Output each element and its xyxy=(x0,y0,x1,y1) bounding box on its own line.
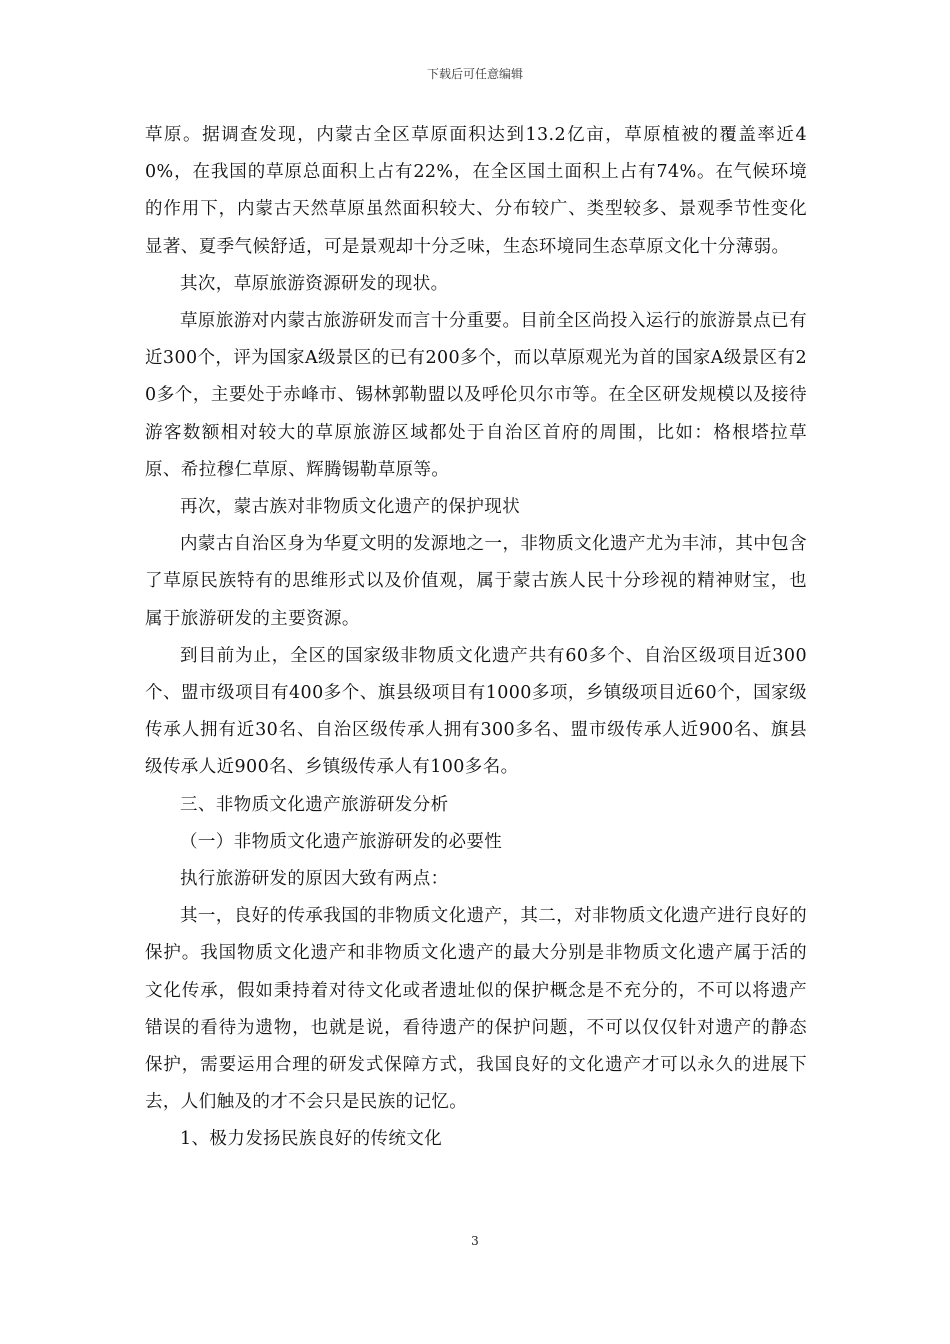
document-body xyxy=(145,117,807,1159)
paragraph-third-heading: 再次，蒙古族对非物质文化遗产的保护现状 xyxy=(180,497,521,518)
page-number: 3 xyxy=(471,1234,479,1248)
paragraph-heritage-statistics: 到目前为止，全区的国家级非物质文化遗产共有60多个、自治区级项目近300个、盟市级项目有400多个、旗县级项目有1000多项，乡镇级项目近60个，国家级传承人拥有近30名、自治区级传承人拥有300多名、盟市级传承人近900名、旗县级传承人近900名、乡镇级传承人有100多名。 xyxy=(145,645,807,778)
paragraph-heritage-protection: 其一，良好的传承我国的非物质文化遗产，其二，对非物质文化遗产进行良好的保护。我国物质文化遗产和非物质文化遗产的最大分别是非物质文化遗产属于活的文化传承，假如秉持着对待文化或者遗址似的保护概念是不充分的，不可以将遗产错误的看待为遗物，也就是说，看待遗产的保护问题，不可以仅仅针对遗产的静态保护，需要运用合理的研发式保障方式，我国良好的文化遗产才可以永久的进展下去，人们触及的才不会只是民族的记忆。 xyxy=(145,906,807,1113)
paragraph-grassland-survey: 草原。据调查发现，内蒙古全区草原面积达到13.2亿亩，草原植被的覆盖率近40%，在我国的草原总面积上占有22%，在全区国土面积上占有74%。在气候环境的作用下，内蒙古天然草原虽然面积较大、分布较广、类型较多、景观季节性变化显著、夏季气候舒适，可是景观却十分乏味，生态环境同生态草原文化十分薄弱。 xyxy=(145,125,807,257)
paragraph-intangible-heritage: 内蒙古自治区身为华夏文明的发源地之一，非物质文化遗产尤为丰沛，其中包含了草原民族特有的思维形式以及价值观，属于蒙古族人民十分珍视的精神财宝，也属于旅游研发的主要资源。 xyxy=(145,534,807,629)
paragraph-two-reasons: 执行旅游研发的原因大致有两点： xyxy=(180,869,449,890)
paragraph-second-heading: 其次，草原旅游资源研发的现状。 xyxy=(180,273,449,294)
paragraph-grassland-tourism: 草原旅游对内蒙古旅游研发而言十分重要。目前全区尚投入运行的旅游景点已有近300个，评为国家A级景区的已有200多个，而以草原观光为首的国家A级景区有20多个，主要处于赤峰市、锡林郭勒盟以及呼伦贝尔市等。在全区研发规模以及接待游客数额相对较大的草原旅游区域都处于自治区首府的周围，比如：格根塔拉草原、希拉穆仁草原、辉腾锡勒草原等。 xyxy=(145,311,807,480)
section-heading-three: 三、非物质文化遗产旅游研发分析 xyxy=(180,794,449,815)
list-item-heading-one: 1、极力发扬民族良好的传统文化 xyxy=(180,1129,443,1150)
page-header: 下载后可任意编辑 xyxy=(426,67,523,81)
subsection-heading-one: （一）非物质文化遗产旅游研发的必要性 xyxy=(180,831,503,852)
